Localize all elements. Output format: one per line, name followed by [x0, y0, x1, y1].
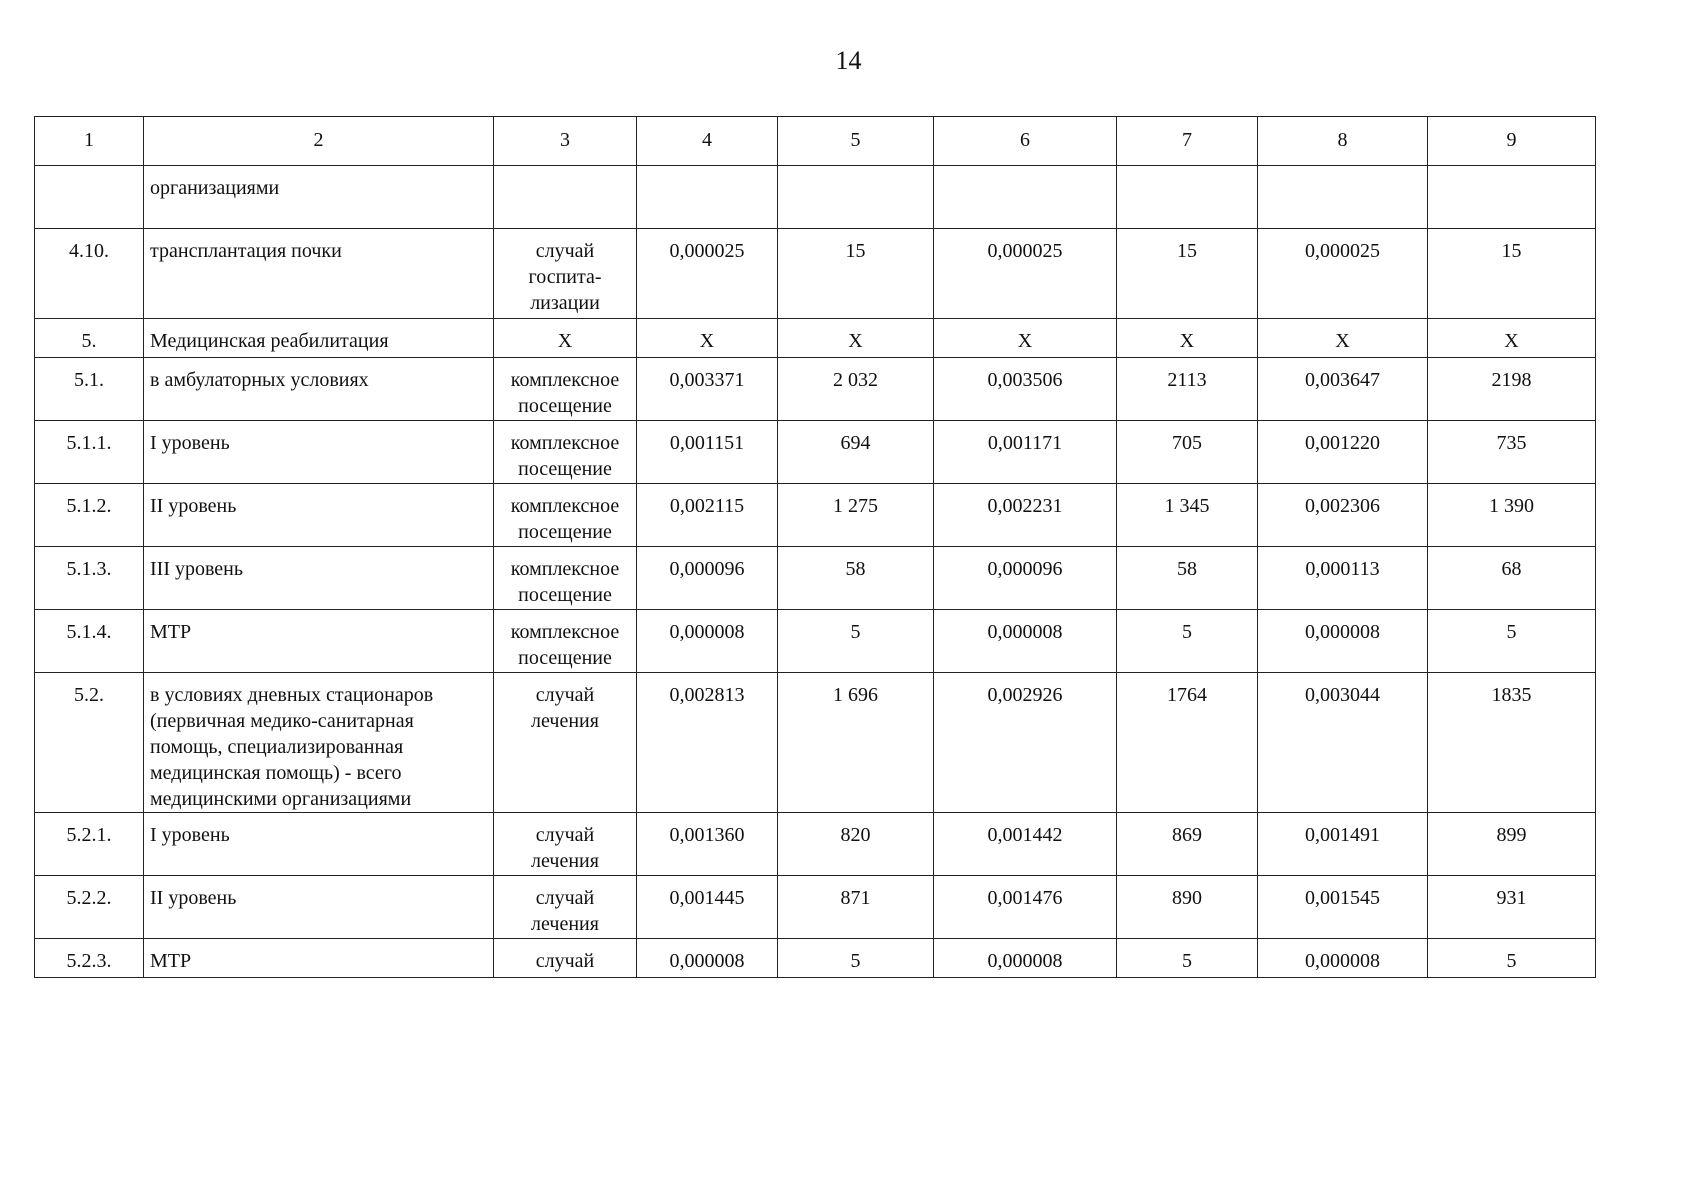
value-cell: [934, 166, 1117, 229]
value-cell: 58: [1117, 547, 1258, 610]
value-cell: 0,000008: [637, 610, 778, 673]
value-cell: 5: [1117, 939, 1258, 978]
value-cell: 2113: [1117, 358, 1258, 421]
value-cell: 0,000008: [1258, 610, 1428, 673]
column-number-cell: 2: [144, 117, 494, 166]
indicator-name-cell: I уровень: [144, 813, 494, 876]
value-cell: 0,001476: [934, 876, 1117, 939]
value-cell: 0,001360: [637, 813, 778, 876]
value-cell: 5: [1428, 610, 1596, 673]
unit-cell: случай лечения: [494, 876, 637, 939]
value-cell: 1764: [1117, 673, 1258, 813]
column-number-cell: 3: [494, 117, 637, 166]
row-number-cell: 5.1.3.: [35, 547, 144, 610]
indicator-name-cell: III уровень: [144, 547, 494, 610]
indicator-name-cell: трансплантация почки: [144, 229, 494, 319]
value-cell: Х: [1258, 319, 1428, 358]
value-cell: 0,000025: [637, 229, 778, 319]
value-cell: Х: [637, 319, 778, 358]
row-number-cell: 4.10.: [35, 229, 144, 319]
column-number-cell: 5: [778, 117, 934, 166]
value-cell: 871: [778, 876, 934, 939]
page-number: 14: [835, 46, 862, 75]
value-cell: 5: [778, 939, 934, 978]
value-cell: 2 032: [778, 358, 934, 421]
value-cell: 0,002813: [637, 673, 778, 813]
value-cell: 0,000008: [1258, 939, 1428, 978]
unit-cell: случай госпита-лизации: [494, 229, 637, 319]
column-number-cell: 7: [1117, 117, 1258, 166]
value-cell: 0,000025: [1258, 229, 1428, 319]
table-row: [35, 876, 1596, 939]
unit-cell: случай лечения: [494, 673, 637, 813]
value-cell: 0,003647: [1258, 358, 1428, 421]
table-body: [35, 117, 1596, 978]
value-cell: [1117, 166, 1258, 229]
value-cell: 0,000113: [1258, 547, 1428, 610]
table-row: [35, 610, 1596, 673]
value-cell: 899: [1428, 813, 1596, 876]
indicator-name-cell: I уровень: [144, 421, 494, 484]
table-row: [35, 166, 1596, 229]
row-number-cell: 5.1.4.: [35, 610, 144, 673]
value-cell: 0,003506: [934, 358, 1117, 421]
value-cell: 890: [1117, 876, 1258, 939]
unit-cell: случай: [494, 939, 637, 978]
value-cell: 15: [1428, 229, 1596, 319]
value-cell: 0,003044: [1258, 673, 1428, 813]
row-number-cell: 5.1.1.: [35, 421, 144, 484]
table-row: [35, 547, 1596, 610]
value-cell: 0,001545: [1258, 876, 1428, 939]
value-cell: 15: [1117, 229, 1258, 319]
value-cell: 1 696: [778, 673, 934, 813]
value-cell: 1835: [1428, 673, 1596, 813]
value-cell: 2198: [1428, 358, 1596, 421]
value-cell: 5: [1117, 610, 1258, 673]
indicator-name-cell: Медицинская реабилитация: [144, 319, 494, 358]
value-cell: 0,002231: [934, 484, 1117, 547]
value-cell: 58: [778, 547, 934, 610]
value-cell: Х: [1428, 319, 1596, 358]
value-cell: 705: [1117, 421, 1258, 484]
column-number-cell: 4: [637, 117, 778, 166]
unit-cell: комплексное посещение: [494, 484, 637, 547]
value-cell: 0,003371: [637, 358, 778, 421]
indicator-name-cell: II уровень: [144, 484, 494, 547]
value-cell: Х: [778, 319, 934, 358]
unit-cell: комплексное посещение: [494, 547, 637, 610]
value-cell: 15: [778, 229, 934, 319]
value-cell: 931: [1428, 876, 1596, 939]
column-number-cell: 9: [1428, 117, 1596, 166]
value-cell: 0,000096: [934, 547, 1117, 610]
value-cell: 0,001491: [1258, 813, 1428, 876]
value-cell: 1 390: [1428, 484, 1596, 547]
table-row: [35, 484, 1596, 547]
value-cell: 0,001220: [1258, 421, 1428, 484]
value-cell: [778, 166, 934, 229]
value-cell: 0,002306: [1258, 484, 1428, 547]
value-cell: 0,001442: [934, 813, 1117, 876]
value-cell: 0,000096: [637, 547, 778, 610]
value-cell: 0,000008: [637, 939, 778, 978]
indicator-name-cell: в амбулаторных условиях: [144, 358, 494, 421]
value-cell: [1428, 166, 1596, 229]
value-cell: 0,002115: [637, 484, 778, 547]
row-number-cell: [35, 166, 144, 229]
value-cell: 0,002926: [934, 673, 1117, 813]
row-number-cell: 5.1.2.: [35, 484, 144, 547]
indicator-name-cell: МТР: [144, 939, 494, 978]
value-cell: 0,001151: [637, 421, 778, 484]
table-container: [34, 116, 1596, 978]
value-cell: 0,000008: [934, 939, 1117, 978]
indicator-name-cell: в условиях дневных стационаров (первичная медико-санитарная помощь, специализированная медицинская помощь) - всего медицинскими организациями: [144, 673, 494, 813]
value-cell: 68: [1428, 547, 1596, 610]
unit-cell: Х: [494, 319, 637, 358]
indicator-name-cell: МТР: [144, 610, 494, 673]
row-number-cell: 5.2.1.: [35, 813, 144, 876]
value-cell: Х: [1117, 319, 1258, 358]
table-row: [35, 229, 1596, 319]
indicator-name-cell: организациями: [144, 166, 494, 229]
table-row: [35, 673, 1596, 813]
value-cell: 5: [778, 610, 934, 673]
column-number-cell: 1: [35, 117, 144, 166]
data-table: [34, 116, 1596, 978]
unit-cell: комплексное посещение: [494, 358, 637, 421]
value-cell: [1258, 166, 1428, 229]
value-cell: 5: [1428, 939, 1596, 978]
row-number-cell: 5.2.: [35, 673, 144, 813]
table-row: [35, 421, 1596, 484]
value-cell: [637, 166, 778, 229]
value-cell: 869: [1117, 813, 1258, 876]
row-number-cell: 5.2.2.: [35, 876, 144, 939]
value-cell: 0,000008: [934, 610, 1117, 673]
unit-cell: комплексное посещение: [494, 610, 637, 673]
value-cell: 0,001171: [934, 421, 1117, 484]
column-number-row: [35, 117, 1596, 166]
value-cell: 0,000025: [934, 229, 1117, 319]
unit-cell: [494, 166, 637, 229]
indicator-name-cell: II уровень: [144, 876, 494, 939]
value-cell: 1 345: [1117, 484, 1258, 547]
table-row: [35, 813, 1596, 876]
value-cell: 694: [778, 421, 934, 484]
value-cell: 820: [778, 813, 934, 876]
unit-cell: комплексное посещение: [494, 421, 637, 484]
value-cell: Х: [934, 319, 1117, 358]
value-cell: 735: [1428, 421, 1596, 484]
table-row: [35, 319, 1596, 358]
column-number-cell: 6: [934, 117, 1117, 166]
value-cell: 1 275: [778, 484, 934, 547]
table-row: [35, 939, 1596, 978]
value-cell: 0,001445: [637, 876, 778, 939]
row-number-cell: 5.: [35, 319, 144, 358]
column-number-cell: 8: [1258, 117, 1428, 166]
row-number-cell: 5.1.: [35, 358, 144, 421]
table-row: [35, 358, 1596, 421]
unit-cell: случай лечения: [494, 813, 637, 876]
row-number-cell: 5.2.3.: [35, 939, 144, 978]
